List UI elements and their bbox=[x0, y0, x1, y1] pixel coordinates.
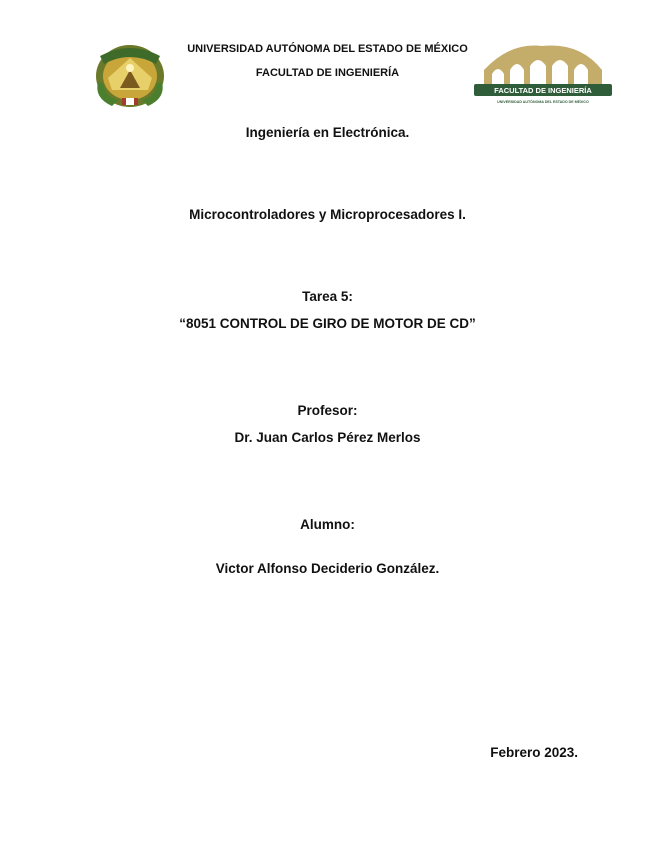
assignment-title: “8051 CONTROL DE GIRO DE MOTOR DE CD” bbox=[179, 316, 476, 331]
submission-date: Febrero 2023. bbox=[490, 745, 578, 760]
professor-label: Profesor: bbox=[297, 403, 358, 418]
professor-name: Dr. Juan Carlos Pérez Merlos bbox=[234, 430, 421, 445]
course-name: Microcontroladores y Microprocesadores I. bbox=[189, 207, 466, 222]
student-name: Victor Alfonso Deciderio González. bbox=[215, 561, 440, 576]
student-label: Alumno: bbox=[300, 517, 355, 532]
assignment-number: Tarea 5: bbox=[302, 289, 353, 304]
university-name: UNIVERSIDAD AUTÓNOMA DEL ESTADO DE MÉXICO bbox=[187, 43, 468, 55]
faculty-logo-band-text: FACULTAD DE INGENIERÍA bbox=[494, 86, 592, 95]
faculty-name: FACULTAD DE INGENIERÍA bbox=[255, 67, 400, 79]
faculty-arches-logo bbox=[470, 40, 616, 106]
faculty-logo-sub-text: UNIVERSIDAD AUTÓNOMA DEL ESTADO DE MÉXICO bbox=[497, 100, 589, 104]
program-name: Ingeniería en Electrónica. bbox=[245, 125, 410, 140]
